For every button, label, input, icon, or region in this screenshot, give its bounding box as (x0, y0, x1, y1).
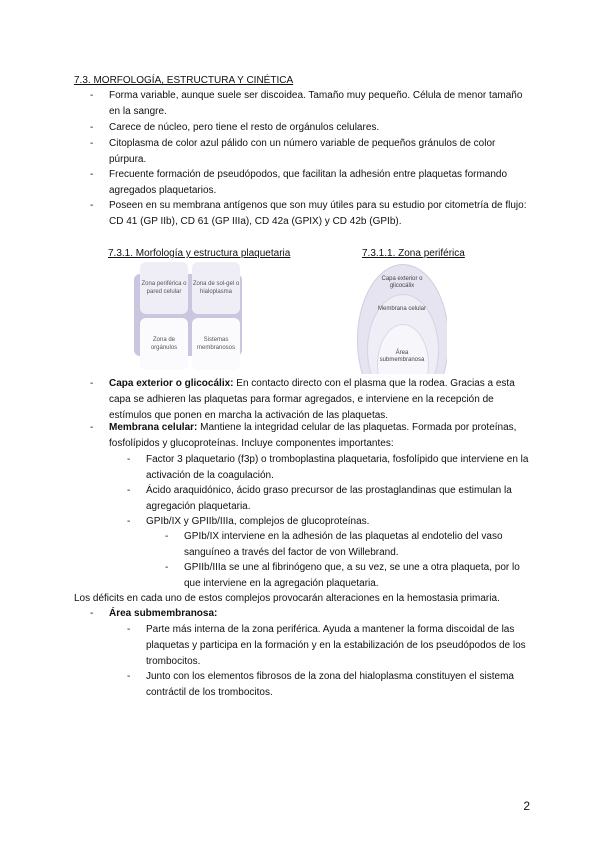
box-solgel-zone: Zona de sol-gel o hialoplasma (192, 262, 240, 314)
figure-right-caption: 7.3.1.1. Zona periférica (362, 248, 465, 259)
box-organelle-zone: Zona de orgánulos (140, 318, 188, 370)
area-sub-2: - Junto con los elementos fibrosos de la zona del hialoplasma constituyen el sistema contráctil de los trombocitos. (127, 671, 514, 698)
box-peripheral-zone: Zona periférica o pared celular (140, 262, 188, 314)
intro-bullet-2: - Carece de núcleo, pero tiene el resto de orgánulos celulares. (90, 122, 380, 133)
area-sub-1: - Parte más interna de la zona periférica. Ayuda a mantener la forma discoidal de las plaquetas y participa en la formación y en la estabilización de los pseudópodos de los trombocitos. (127, 624, 526, 667)
deficits-paragraph: Los déficits en cada uno de estos complejos provocarán alteraciones en la hemostasia primaria. (74, 593, 500, 604)
section-title: 7.3. MORFOLOGÍA, ESTRUCTURA Y CINÉTICA (74, 75, 294, 86)
capa-exterior-bullet: - Capa exterior o glicocálix: En contacto directo con el plasma que la rodea. Gracias a esta capa se adhieren las plaquetas para formar agregados, e interviene en la recepción de estímulos que ponen en marcha la activación de las plaquetas. (90, 378, 515, 421)
layer-submembrane-label: Área submembranosa (379, 350, 425, 363)
box-membrane-systems: Sistemas membranosos (192, 318, 240, 370)
intro-bullet-4: - Frecuente formación de pseudópodos, que facilitan la adhesión entre plaquetas formando agregados plaquetarios. (90, 169, 508, 196)
peripheral-zone-diagram (357, 264, 447, 374)
layer-glycocalyx-label: Capa exterior o glicocálix (381, 276, 423, 289)
page-number: 2 (523, 799, 530, 813)
membrana-subsub-2: - GPIIb/IIIa se une al fibrinógeno que, a su vez, se une a otra plaqueta, por lo que interviene en la agregación plaquetaria. (165, 562, 520, 589)
structure-diagram (128, 258, 248, 374)
intro-bullet-1: - Forma variable, aunque suele ser discoidea. Tamaño muy pequeño. Célula de menor tamaño en la sangre. (90, 90, 523, 117)
layer-membrane-label: Membrana celular (377, 306, 427, 312)
figure-left-caption: 7.3.1. Morfología y estructura plaquetaria (108, 248, 291, 259)
membrana-subsub-1: - GPIb/IX interviene en la adhesión de las plaquetas al endotelio del vaso sanguíneo a través del factor de von Willebrand. (165, 531, 503, 558)
membrana-sub-2: - Ácido araquidónico, ácido graso precursor de las prostaglandinas que estimulan la agregación plaquetaria. (127, 485, 512, 512)
area-sub-bullet: - Área submembranosa: (90, 608, 218, 619)
membrana-bullet: - Membrana celular: Mantiene la integridad celular de las plaquetas. Formada por proteínas, fosfolípidos y glucoproteínas. Incluye componentes importantes: (90, 422, 517, 449)
membrana-sub-3: - GPIb/IX y GPIIb/IIIa, complejos de glucoproteínas. (127, 516, 370, 527)
membrana-sub-1: - Factor 3 plaquetario (f3p) o tromboplastina plaquetaria, fosfolípido que interviene en la activación de la coagulación. (127, 454, 529, 481)
intro-bullet-3: - Citoplasma de color azul pálido con un número variable de pequeños gránulos de color púrpura. (90, 138, 496, 165)
intro-bullet-5: - Poseen en su membrana antígenos que son muy útiles para su estudio por citometría de flujo: CD 41 (GP IIb), CD 61 (GP IIIa), CD 42a (GPIX) y CD 42b (GPIb). (90, 200, 527, 227)
